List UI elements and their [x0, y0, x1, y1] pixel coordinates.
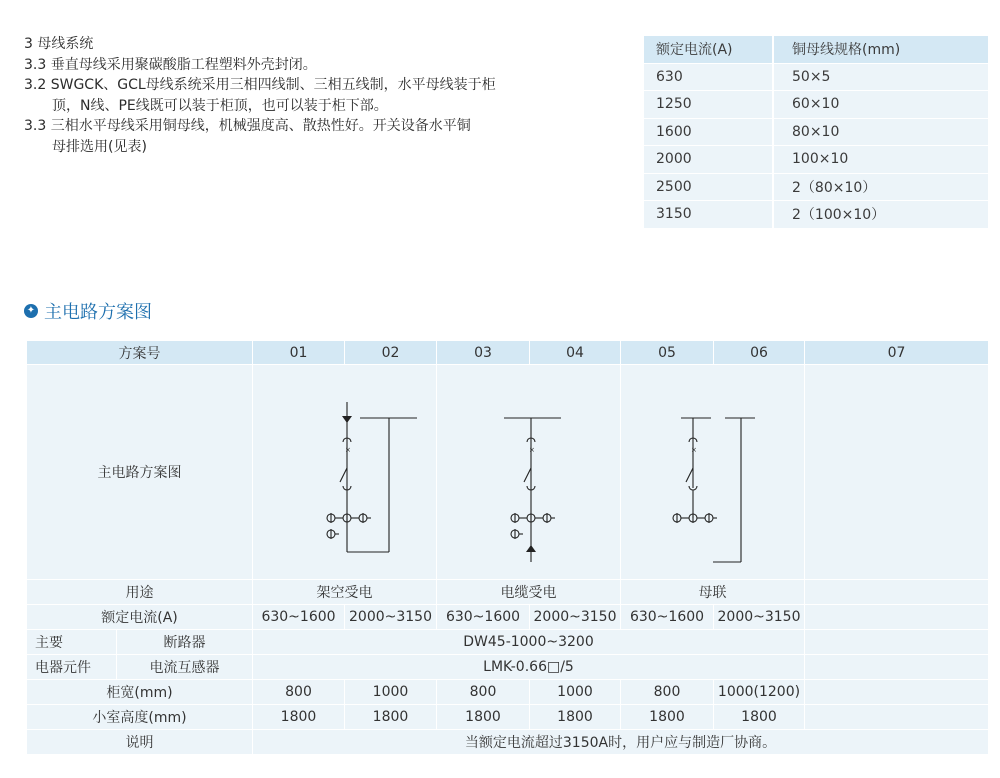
circuit-diagram-bus-tie-svg — [621, 372, 805, 572]
table-cell: 60×10 — [773, 91, 988, 119]
table-cell: 1800 — [530, 705, 621, 730]
table-cell: 母联 — [621, 580, 805, 605]
table-cell: 2000~3150 — [345, 605, 437, 630]
table-cell: 50×5 — [773, 63, 988, 91]
header-cell: 铜母线规格(mm) — [773, 36, 988, 63]
table-header-row — [27, 341, 989, 365]
table-cell: 3150 — [644, 201, 773, 229]
table-cell: 架空受电 — [253, 580, 437, 605]
table-cell: 2500 — [644, 173, 773, 201]
section-title: 主电路方案图 — [44, 302, 152, 323]
circuit-diagram-cable — [437, 365, 621, 580]
table-row — [644, 118, 988, 146]
table-cell: DW45-1000~3200 — [253, 630, 805, 655]
header-cell: 01 — [253, 341, 345, 365]
table-cell: 1800 — [345, 705, 437, 730]
header-cell: 02 — [345, 341, 437, 365]
circuit-diagram-bus-tie — [621, 365, 805, 580]
note-line: 3 母线系统 — [24, 36, 94, 52]
empty-cell — [805, 630, 989, 655]
header-cell: 额定电流(A) — [644, 36, 773, 63]
table-row — [644, 201, 988, 229]
star-icon: ✦ — [24, 304, 38, 318]
row-label: 说明 — [27, 730, 253, 755]
table-cell: 1250 — [644, 91, 773, 119]
table-cell: 800 — [253, 680, 345, 705]
table-row — [644, 91, 988, 119]
row-group-label: 电器元件 — [27, 655, 117, 680]
table-cell: 1000(1200) — [714, 680, 805, 705]
note-line: 母排选用(见表) — [52, 138, 147, 155]
table-cell: 630~1600 — [437, 605, 530, 630]
table-cell: 1800 — [621, 705, 714, 730]
table-row — [644, 173, 988, 201]
table-cell: 1800 — [714, 705, 805, 730]
svg-text:×: × — [691, 446, 697, 454]
empty-cell — [805, 580, 989, 605]
table-cell: 1000 — [345, 680, 437, 705]
row-group-label: 主要 — [27, 630, 117, 655]
row-label: 用途 — [27, 580, 253, 605]
empty-cell — [805, 705, 989, 730]
table-cell: 800 — [437, 680, 530, 705]
header-cell: 06 — [714, 341, 805, 365]
note-line: 3.2 SWGCK、GCL母线系统采用三相四线制、三相五线制，水平母线装于柜 — [24, 77, 496, 93]
table-row — [27, 630, 989, 655]
table-cell: 2（100×10） — [773, 201, 988, 229]
empty-cell — [805, 680, 989, 705]
section-heading — [24, 298, 152, 324]
table-cell: 1800 — [437, 705, 530, 730]
circuit-diagram-overhead — [253, 365, 437, 580]
table-cell: 80×10 — [773, 118, 988, 146]
row-label: 额定电流(A) — [27, 605, 253, 630]
row-label: 主电路方案图 — [27, 365, 253, 580]
table-header-row — [644, 36, 988, 63]
note-line: 3.3 三相水平母线采用铜母线，机械强度高、散热性好。开关设备水平铜 — [24, 118, 471, 134]
table-row — [27, 730, 989, 755]
svg-text:×: × — [345, 446, 351, 454]
header-cell: 04 — [530, 341, 621, 365]
table-cell: 当额定电流超过3150A时，用户应与制造厂协商。 — [253, 730, 989, 755]
circuit-diagram-overhead-svg — [253, 372, 437, 572]
header-cell: 05 — [621, 341, 714, 365]
table-row — [644, 63, 988, 91]
table-row — [27, 655, 989, 680]
svg-text:×: × — [529, 446, 535, 454]
header-cell: 方案号 — [27, 341, 253, 365]
header-cell: 03 — [437, 341, 530, 365]
header-cell: 07 — [805, 341, 989, 365]
note-line: 顶，N线、PE线既可以装于柜顶，也可以装于柜下部。 — [52, 97, 388, 114]
empty-cell — [805, 605, 989, 630]
table-cell: 1000 — [530, 680, 621, 705]
table-cell: 630~1600 — [621, 605, 714, 630]
table-cell: 2000~3150 — [714, 605, 805, 630]
empty-cell — [805, 655, 989, 680]
table-cell: 1600 — [644, 118, 773, 146]
row-label: 电流互感器 — [117, 655, 253, 680]
table-row — [27, 705, 989, 730]
row-label: 小室高度(mm) — [27, 705, 253, 730]
note-line: 3.3 垂直母线采用聚碳酸脂工程塑料外壳封闭。 — [24, 56, 317, 73]
table-cell: 电缆受电 — [437, 580, 621, 605]
table-cell: 2（80×10） — [773, 173, 988, 201]
table-cell: 630 — [644, 63, 773, 91]
table-row — [27, 580, 989, 605]
row-label: 断路器 — [117, 630, 253, 655]
table-row — [27, 680, 989, 705]
table-cell: LMK-0.66□/5 — [253, 655, 805, 680]
empty-cell — [805, 365, 989, 580]
circuit-diagram-cable-svg — [437, 372, 621, 572]
table-cell: 630~1600 — [253, 605, 345, 630]
table-row — [27, 365, 989, 580]
bus-system-notes — [24, 34, 496, 157]
copper-busbar-spec-table — [644, 36, 988, 229]
row-label: 柜宽(mm) — [27, 680, 253, 705]
table-row — [644, 146, 988, 174]
table-cell: 1800 — [253, 705, 345, 730]
table-row — [27, 605, 989, 630]
table-cell: 2000 — [644, 146, 773, 174]
table-cell: 2000~3150 — [530, 605, 621, 630]
main-circuit-scheme-table — [26, 340, 989, 755]
table-cell: 100×10 — [773, 146, 988, 174]
table-cell: 800 — [621, 680, 714, 705]
